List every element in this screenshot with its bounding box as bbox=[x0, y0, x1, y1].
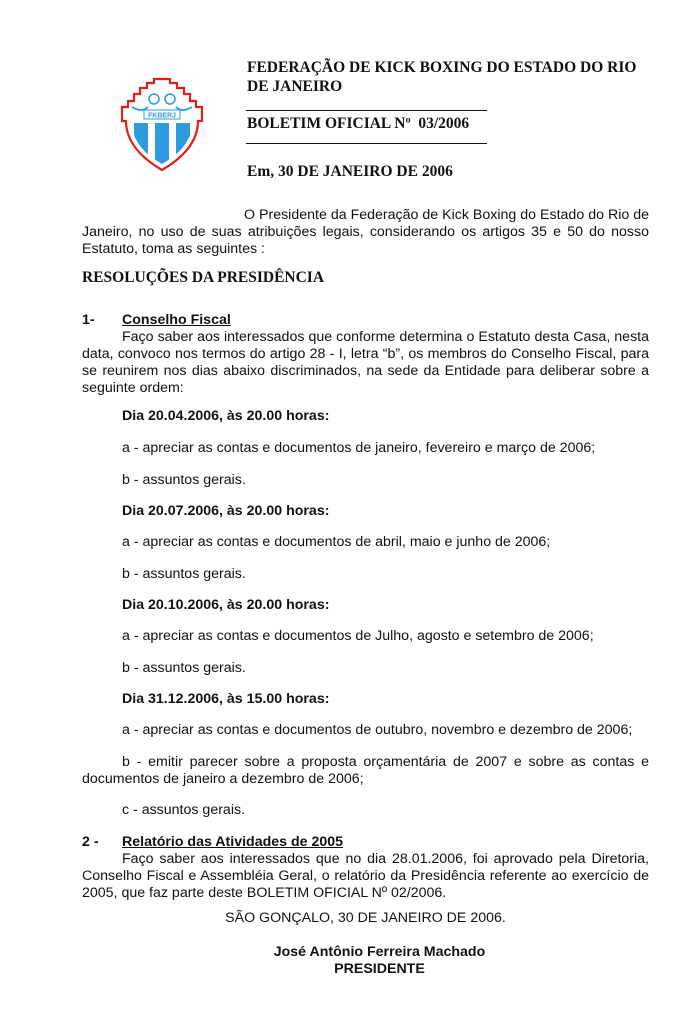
bulletin-date: Em, 30 DE JANEIRO DE 2006 bbox=[247, 163, 453, 180]
meeting-1-heading: Dia 20.04.2006, às 20.00 horas: bbox=[122, 408, 330, 424]
intro-paragraph: O Presidente da Federação de Kick Boxing do Estado do Rio de Janeiro, no uso de suas atribuições legais, considerando os artigos 35 e 50 do nosso Estatuto, toma as seguintes : bbox=[82, 207, 649, 257]
meeting-3-heading: Dia 20.10.2006, às 20.00 horas: bbox=[122, 597, 330, 613]
meeting-4-item-a: a - apreciar as contas e documentos de outubro, novembro e dezembro de 2006; bbox=[122, 722, 633, 738]
section-2-number: 2 - bbox=[82, 834, 99, 850]
signer-name: José Antônio Ferreira Machado bbox=[273, 944, 486, 960]
resolutions-title: RESOLUÇÕES DA PRESIDÊNCIA bbox=[82, 269, 325, 286]
section-2-body: Faço saber aos interessados que no dia 28.01.2006, foi aprovado pela Diretoria, Conselho Fiscal e Assembléia Geral, o relatório da Presidência referente ao exercício de 2005, que faz parte deste BOLETIM OFICIAL Nº 02/2006. bbox=[82, 851, 649, 901]
signer-title: PRESIDENTE bbox=[334, 961, 425, 977]
bulletin-number: BOLETIM OFICIAL Nº 03/2006 bbox=[247, 115, 470, 132]
meeting-1-item-a: a - apreciar as contas e documentos de janeiro, fevereiro e março de 2006; bbox=[122, 440, 596, 456]
section-1-heading bbox=[82, 312, 649, 329]
meeting-3-item-a: a - apreciar as contas e documentos de Julho, agosto e setembro de 2006; bbox=[122, 628, 594, 644]
header-rule-bottom bbox=[246, 143, 487, 144]
section-1-number: 1- bbox=[82, 312, 95, 328]
section-2-heading bbox=[82, 834, 649, 851]
meeting-4-item-c: c - assuntos gerais. bbox=[122, 802, 246, 818]
section-1-body: Faço saber aos interessados que conforme determina o Estatuto desta Casa, nesta data, convoco nos termos do artigo 28 - I, letra “b”, os membros do Conselho Fiscal, para se reunirem nos dias abaixo discriminados, na sede da Entidade para deliberar sobre a seguinte ordem: bbox=[82, 329, 649, 396]
organization-title: FEDERAÇÃO DE KICK BOXING DO ESTADO DO RIO DE JANEIRO bbox=[247, 59, 637, 95]
meeting-2-item-b: b - assuntos gerais. bbox=[122, 566, 246, 582]
place-date: SÃO GONÇALO, 30 DE JANEIRO DE 2006. bbox=[225, 910, 506, 926]
meeting-2-item-a: a - apreciar as contas e documentos de abril, maio e junho de 2006; bbox=[122, 534, 551, 550]
header-rule-top bbox=[246, 110, 487, 111]
section-2-title: Relatório das Atividades de 2005 bbox=[122, 834, 344, 850]
federation-logo bbox=[118, 77, 206, 173]
meeting-1-item-b: b - assuntos gerais. bbox=[122, 472, 246, 488]
meeting-4-item-b: b - emitir parecer sobre a proposta orçamentária de 2007 e sobre as contas e documentos de janeiro a dezembro de 2006; bbox=[82, 754, 649, 787]
section-1-title: Conselho Fiscal bbox=[122, 312, 231, 328]
logo-text: FKBERJ bbox=[147, 112, 177, 120]
meeting-3-item-b: b - assuntos gerais. bbox=[122, 660, 246, 676]
shield-logo-icon bbox=[118, 77, 206, 173]
meeting-2-heading: Dia 20.07.2006, às 20.00 horas: bbox=[122, 503, 330, 519]
meeting-4-heading: Dia 31.12.2006, às 15.00 horas: bbox=[122, 691, 330, 707]
